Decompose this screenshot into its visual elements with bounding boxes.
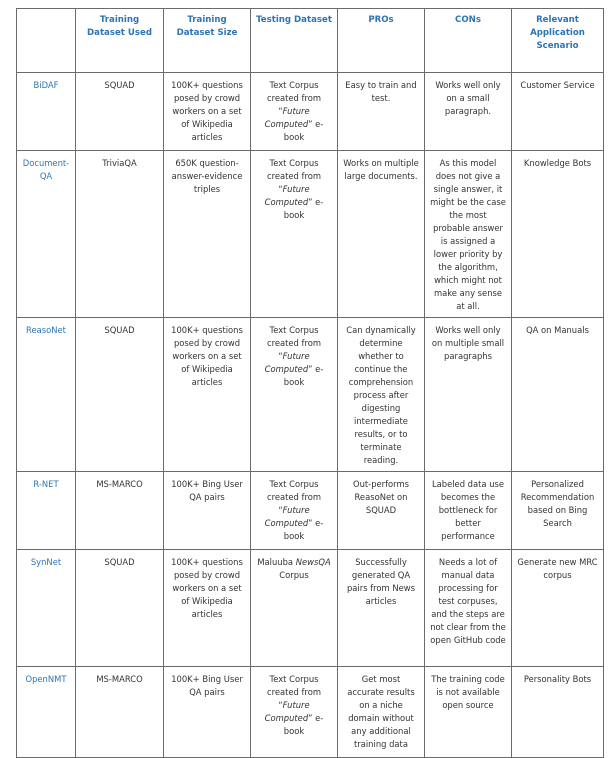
training-dataset: MS-MARCO	[76, 472, 164, 550]
table-row	[17, 73, 604, 151]
training-size: 100K+ questions posed by crowd workers on a set of Wikipedia articles	[164, 73, 251, 151]
training-size: 100K+ questions posed by crowd workers on a set of Wikipedia articles	[164, 550, 251, 667]
header-row	[17, 9, 604, 73]
training-size: 100K+ questions posed by crowd workers on a set of Wikipedia articles	[164, 318, 251, 472]
table-row	[17, 550, 604, 667]
scenario: Personalized Recommendation based on Bing Search	[512, 472, 604, 550]
scenario: Personality Bots	[512, 667, 604, 758]
scenario: QA on Manuals	[512, 318, 604, 472]
header-model	[17, 9, 76, 73]
table-row	[17, 151, 604, 318]
testing-dataset: Text Corpus created from “Future Computed” e-book	[251, 318, 338, 472]
testing-dataset: Text Corpus created from “Future Computed” e-book	[251, 151, 338, 318]
scenario: Customer Service	[512, 73, 604, 151]
training-size: 650K question-answer-evidence triples	[164, 151, 251, 318]
table-row	[17, 318, 604, 472]
testing-dataset: Maluuba NewsQA Corpus	[251, 550, 338, 667]
header-scenario: Relevant Application Scenario	[512, 9, 604, 73]
testing-dataset: Text Corpus created from “Future Computed” e-book	[251, 472, 338, 550]
header-testing-dataset: Testing Dataset	[251, 9, 338, 73]
table-row	[17, 667, 604, 758]
model-name: BiDAF	[17, 73, 76, 151]
pros: Easy to train and test.	[338, 73, 425, 151]
pros: Get most accurate results on a niche domain without any additional training data	[338, 667, 425, 758]
scenario: Generate new MRC corpus	[512, 550, 604, 667]
cons: The training code is not available open source	[425, 667, 512, 758]
training-size: 100K+ Bing User QA pairs	[164, 667, 251, 758]
training-size: 100K+ Bing User QA pairs	[164, 472, 251, 550]
model-name: ReasoNet	[17, 318, 76, 472]
scenario: Knowledge Bots	[512, 151, 604, 318]
pros: Out-performs ReasoNet on SQUAD	[338, 472, 425, 550]
cons: Works well only on multiple small paragraphs	[425, 318, 512, 472]
cons: Labeled data use becomes the bottleneck for better performance	[425, 472, 512, 550]
header-pros: PROs	[338, 9, 425, 73]
pros: Can dynamically determine whether to continue the comprehension process after digesting intermediate results, or to terminate reading.	[338, 318, 425, 472]
cons: As this model does not give a single answer, it might be the case the most probable answer is assigned a lower priority by the algorithm, which might not make any sense at all.	[425, 151, 512, 318]
testing-dataset: Text Corpus created from “Future Computed” e-book	[251, 73, 338, 151]
training-dataset: SQUAD	[76, 318, 164, 472]
training-dataset: SQUAD	[76, 550, 164, 667]
pros: Works on multiple large documents.	[338, 151, 425, 318]
cons: Needs a lot of manual data processing for test corpuses, and the steps are not clear from the open GitHub code	[425, 550, 512, 667]
header-training-dataset: Training Dataset Used	[76, 9, 164, 73]
header-training-size: Training Dataset Size	[164, 9, 251, 73]
cons: Works well only on a small paragraph.	[425, 73, 512, 151]
model-name: OpenNMT	[17, 667, 76, 758]
pros: Successfully generated QA pairs from News articles	[338, 550, 425, 667]
header-cons: CONs	[425, 9, 512, 73]
table-row	[17, 472, 604, 550]
model-name: SynNet	[17, 550, 76, 667]
comparison-table	[16, 8, 604, 758]
model-name: R-NET	[17, 472, 76, 550]
training-dataset: SQUAD	[76, 73, 164, 151]
testing-dataset: Text Corpus created from “Future Computed” e-book	[251, 667, 338, 758]
model-name: Document-QA	[17, 151, 76, 318]
training-dataset: TriviaQA	[76, 151, 164, 318]
training-dataset: MS-MARCO	[76, 667, 164, 758]
